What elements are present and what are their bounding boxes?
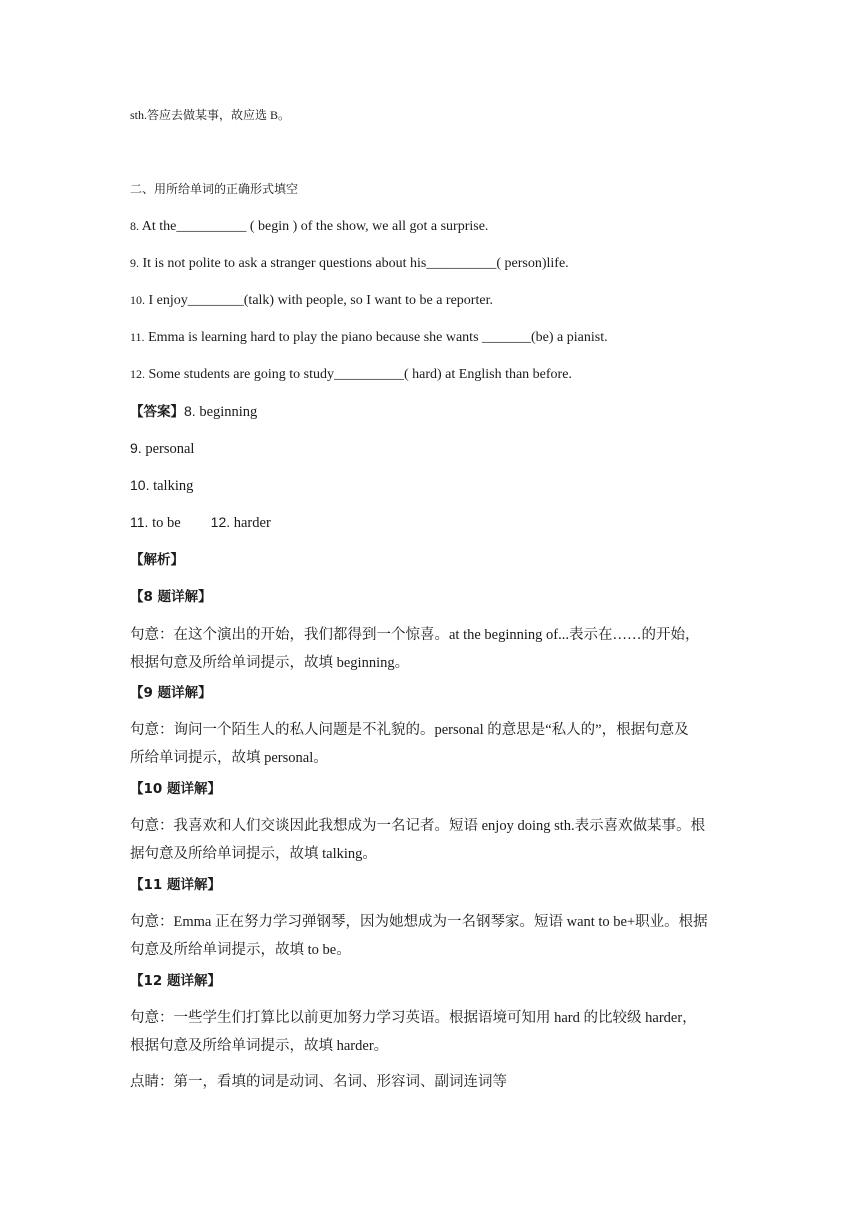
question-text: At the__________ ( begin ) of the show, we all got a surprise. — [141, 219, 489, 234]
detail-8-body — [130, 621, 732, 677]
detail-line: 句意：在这个演出的开始，我们都得到一个惊喜。at the beginning of...表示在……的开始， — [130, 627, 700, 643]
answer-text: personal — [145, 441, 195, 457]
answer-number: 12. — [210, 514, 231, 530]
detail-line: 根据句意及所给单词提示，故填 beginning。 — [130, 655, 410, 671]
question-text: Some students are going to study__________( hard) at English than before. — [148, 367, 572, 382]
question-text: It is not polite to ask a stranger questions about his__________( person)life. — [142, 256, 569, 271]
detail-11-body — [130, 908, 732, 964]
answer-text: talking — [153, 478, 194, 494]
detail-line: 据句意及所给单词提示，故填 talking。 — [130, 846, 377, 862]
detail-9-body — [130, 716, 732, 772]
detail-12-heading: 【12 题详解】 — [130, 973, 221, 989]
answer-number: 11. — [130, 514, 149, 530]
detail-12-body — [130, 1004, 732, 1060]
question-text: Emma is learning hard to play the piano because she wants _______(be) a pianist. — [148, 330, 608, 345]
question-9 — [130, 256, 569, 273]
question-12 — [130, 367, 572, 384]
tip-line: 点睛：第一，看填的词是动词、名词、形容词、副词连词等 — [130, 1074, 507, 1090]
question-11 — [130, 330, 608, 347]
detail-line: 根据句意及所给单词提示，故填 harder。 — [130, 1038, 389, 1054]
answer-label: 【答案】 — [130, 404, 184, 420]
answer-line-11-12 — [130, 514, 271, 532]
question-number: 8. — [130, 219, 139, 233]
answer-line-10 — [130, 477, 193, 495]
question-number: 10. — [130, 293, 145, 307]
detail-8-heading: 【8 题详解】 — [130, 589, 212, 605]
detail-9-heading: 【9 题详解】 — [130, 685, 212, 701]
section-title: 二、用所给单词的正确形式填空 — [130, 182, 299, 196]
analysis-label: 【解析】 — [130, 552, 184, 568]
question-text: I enjoy________(talk) with people, so I want to be a reporter. — [148, 293, 493, 308]
answer-number: 9. — [130, 440, 142, 456]
answer-number: 10. — [130, 477, 150, 493]
detail-line: 所给单词提示，故填 personal。 — [130, 750, 328, 766]
detail-line: 句意：Emma 正在努力学习弹钢琴，因为她想成为一名钢琴家。短语 want to be+职业。根据 — [130, 914, 708, 930]
question-8 — [130, 219, 488, 236]
answer-number: 8. — [184, 403, 196, 419]
detail-line: 句意：一些学生们打算比以前更加努力学习英语。根据语境可知用 hard 的比较级 harder， — [130, 1010, 697, 1026]
question-number: 11. — [130, 330, 145, 344]
detail-10-body — [130, 812, 732, 868]
detail-line: 句意：询问一个陌生人的私人问题是不礼貌的。personal 的意思是“私人的”，根据句意及 — [130, 722, 689, 738]
answer-line-9 — [130, 440, 194, 458]
answer-text: beginning — [199, 404, 258, 420]
detail-11-heading: 【11 题详解】 — [130, 877, 221, 893]
detail-line: 句意及所给单词提示，故填 to be。 — [130, 942, 351, 958]
question-number: 12. — [130, 367, 145, 381]
answer-text: harder — [233, 515, 271, 531]
top-note: sth.答应去做某事，故应选 B。 — [130, 108, 291, 122]
question-10 — [130, 293, 493, 310]
answer-text: to be — [152, 515, 181, 531]
detail-10-heading: 【10 题详解】 — [130, 781, 221, 797]
question-number: 9. — [130, 256, 139, 270]
detail-line: 句意：我喜欢和人们交谈因此我想成为一名记者。短语 enjoy doing sth.表示喜欢做某事。根 — [130, 818, 706, 834]
answer-line-8 — [130, 403, 257, 421]
